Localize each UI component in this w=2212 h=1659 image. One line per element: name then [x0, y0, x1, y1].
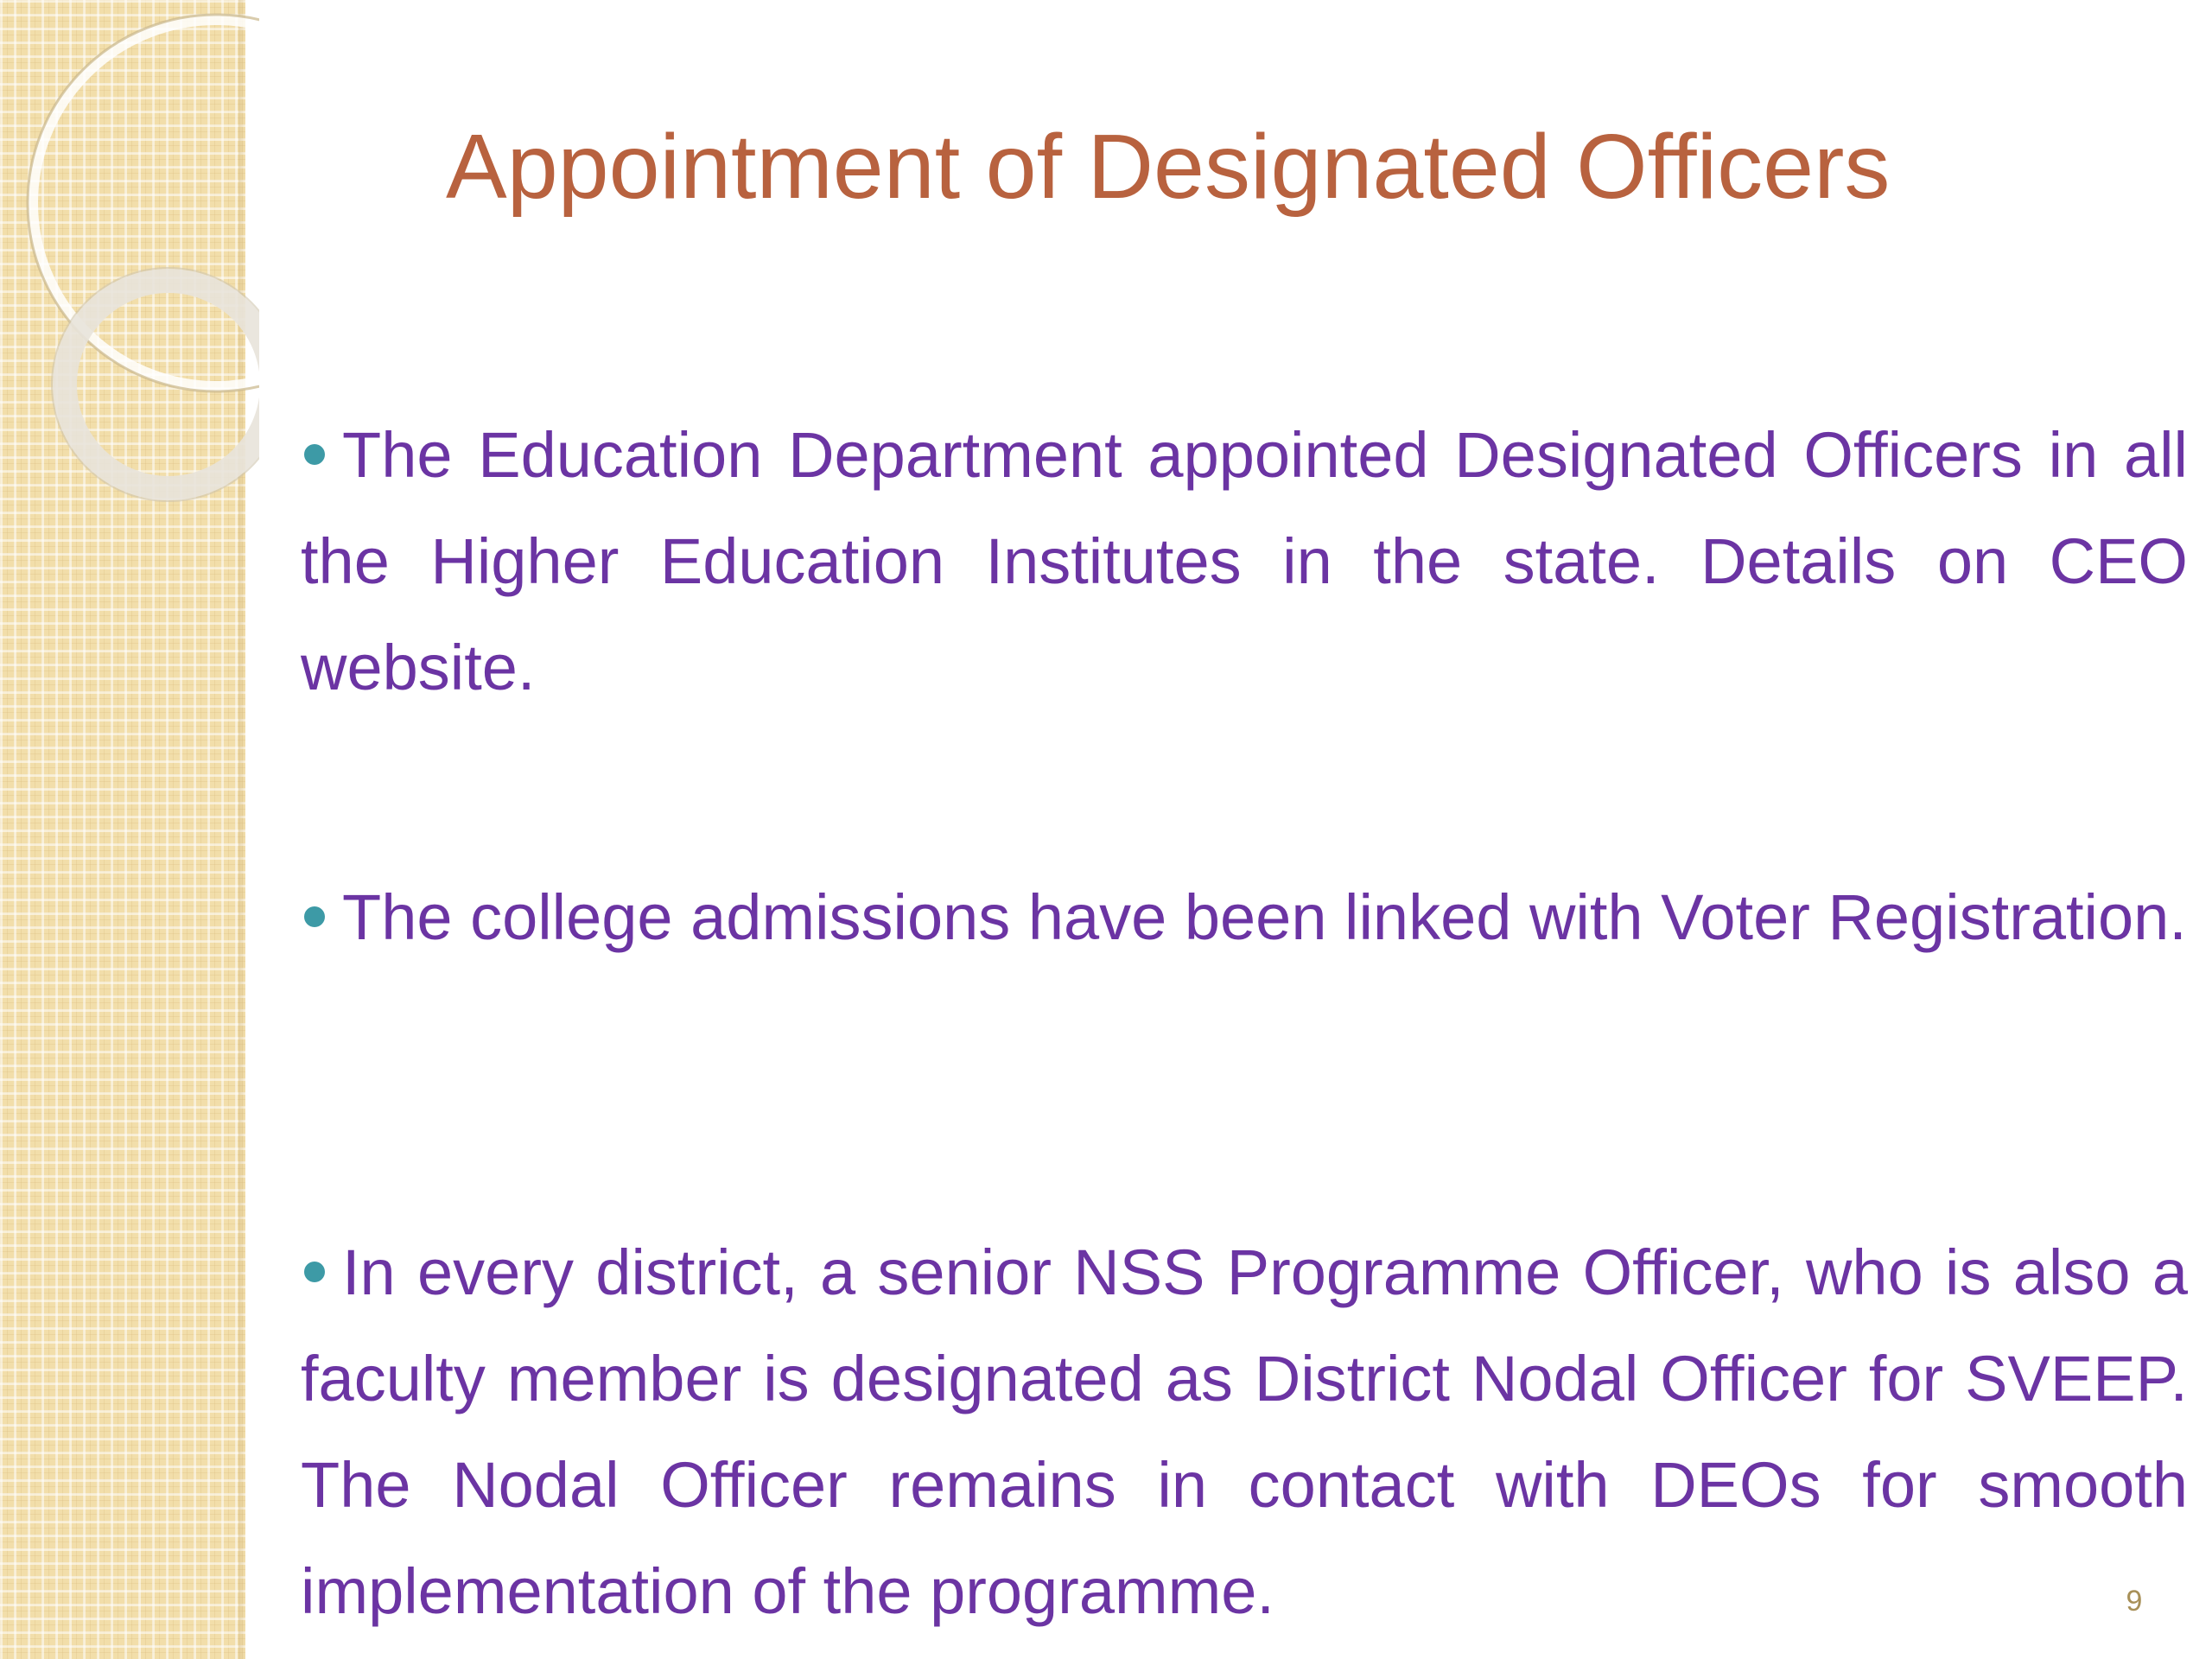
bullet-text: In every district, a senior NSS Programme Officer, who is also a faculty member is designated as District Nodal Officer for SVEEP. The Nodal Officer remains in contact with DEOs for smooth implementation of the programme. [301, 1236, 2188, 1627]
bullet-text: The college admissions have been linked with Voter Registration. [342, 881, 2187, 953]
bullet-dot-icon [304, 1262, 325, 1282]
slide-title: Appointment of Designated Officers [446, 116, 1891, 218]
slide-number: 9 [2126, 1585, 2143, 1618]
bullet-item [301, 1219, 2188, 1644]
decorative-rings-icon [0, 0, 259, 553]
bullet-item [301, 864, 2188, 970]
bullet-item [301, 402, 2188, 721]
bullet-text: The Education Department appointed Designated Officers in all the Higher Education Institutes in the state. Details on CEO website. [301, 419, 2188, 703]
bullet-dot-icon [304, 906, 325, 927]
bullet-dot-icon [304, 444, 325, 465]
